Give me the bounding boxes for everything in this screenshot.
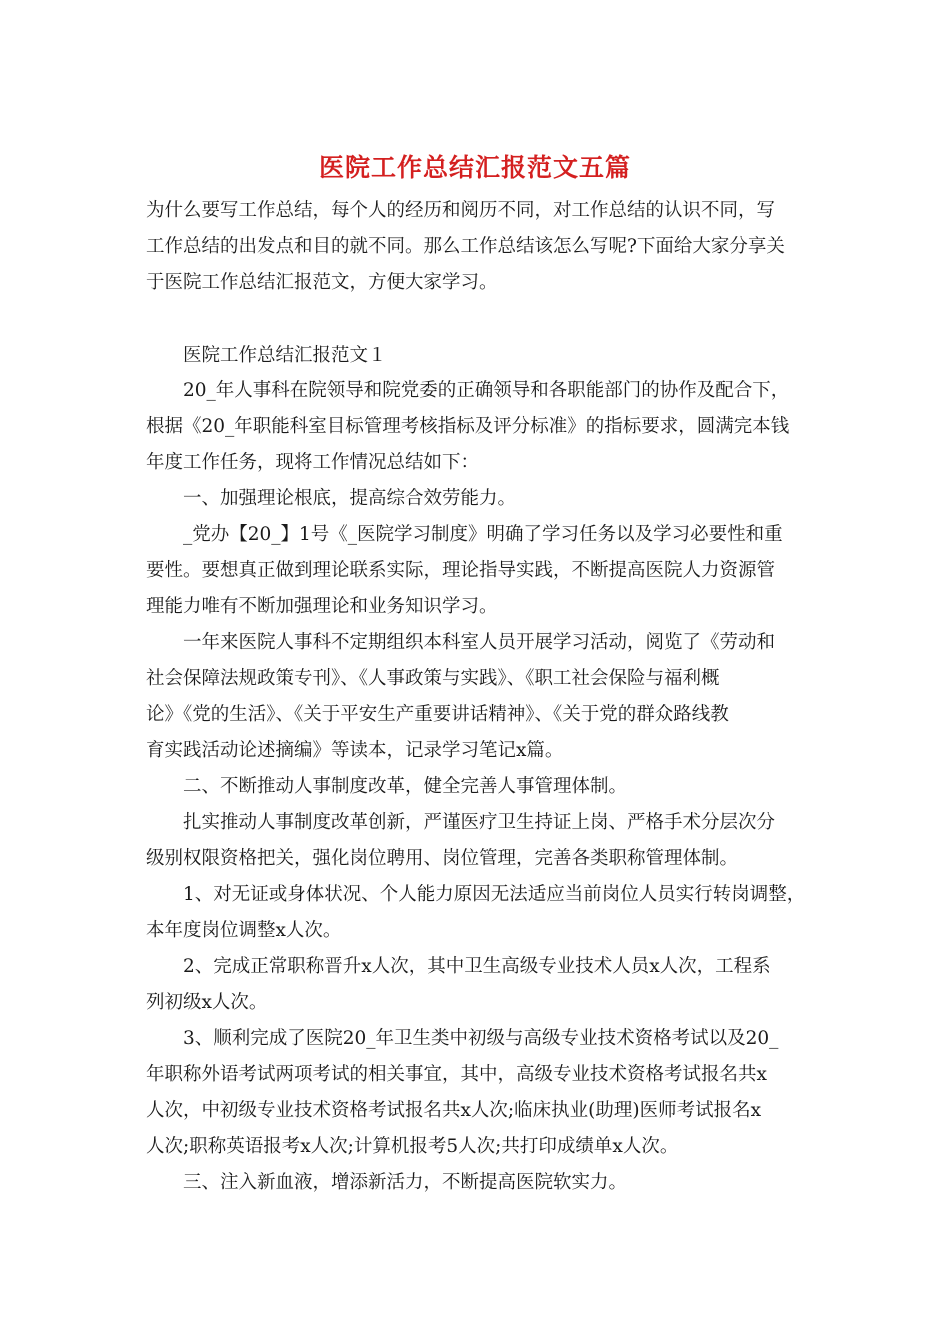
body-line: 2、完成正常职称晋升x人次，其中卫生高级专业技术人员x人次，工程系 [183, 956, 771, 977]
subheading: 二、不断推动人事制度改革，健全完善人事管理体制。 [183, 776, 628, 797]
body-line: 社会保障法规政策专刊》、《人事政策与实践》、《职工社会保险与福利概 [146, 668, 720, 689]
body-line: 要性。要想真正做到理论联系实际，理论指导实践，不断提高医院人力资源管 [146, 560, 776, 581]
body-line: 人次;职称英语报考x人次;计算机报考5人次;共打印成绩单x人次。 [146, 1136, 679, 1157]
body-line: _党办【20_】1号《_医院学习制度》明确了学习任务以及学习必要性和重 [183, 524, 783, 545]
subheading: 一、加强理论根底，提高综合效劳能力。 [183, 488, 517, 509]
body-line: 本年度岗位调整x人次。 [146, 920, 342, 941]
body-line: 一年来医院人事科不定期组织本科室人员开展学习活动，阅览了《劳动和 [183, 632, 776, 653]
body-line: 育实践活动论述摘编》等读本，记录学习笔记x篇。 [146, 740, 564, 761]
body-line: 人次，中初级专业技术资格考试报名共x人次;临床执业(助理)医师考试报名x [146, 1100, 762, 1121]
body-line: 理能力唯有不断加强理论和业务知识学习。 [146, 596, 498, 617]
body-line: 列初级x人次。 [146, 992, 268, 1013]
body-line: 扎实推动人事制度改革创新，严谨医疗卫生持证上岗、严格手术分层次分 [183, 812, 776, 833]
subheading: 三、注入新血液，增添新活力，不断提高医院软实力。 [183, 1172, 628, 1193]
body-line: 20_年人事科在院领导和院党委的正确领导和各职能部门的协作及配合下， [183, 380, 790, 401]
body-line: 年度工作任务，现将工作情况总结如下： [146, 452, 480, 473]
intro-line-3: 于医院工作总结汇报范文，方便大家学习。 [146, 272, 498, 293]
body-line: 根据《20_年职能科室目标管理考核指标及评分标准》的指标要求，圆满完本钱 [146, 416, 790, 437]
intro-line-1: 为什么要写工作总结，每个人的经历和阅历不同，对工作总结的认识不同，写 [146, 200, 776, 221]
body-line: 论》《党的生活》、《关于平安生产重要讲话精神》、《关于党的群众路线教 [146, 704, 729, 725]
body-line: 级别权限资格把关，强化岗位聘用、岗位管理，完善各类职称管理体制。 [146, 848, 739, 869]
body-line: 3、顺利完成了医院20_年卫生类中初级与高级专业技术资格考试以及20_ [183, 1028, 779, 1049]
document-title: 医院工作总结汇报范文五篇 [318, 153, 631, 182]
section-heading: 医院工作总结汇报范文１ [183, 345, 387, 366]
body-line: 1、对无证或身体状况、个人能力原因无法适应当前岗位人员实行转岗调整， [183, 884, 806, 905]
body-line: 年职称外语考试两项考试的相关事宜，其中，高级专业技术资格考试报名共x [146, 1064, 767, 1085]
intro-line-2: 工作总结的出发点和目的就不同。那么工作总结该怎么写呢?下面给大家分享关 [146, 236, 785, 257]
